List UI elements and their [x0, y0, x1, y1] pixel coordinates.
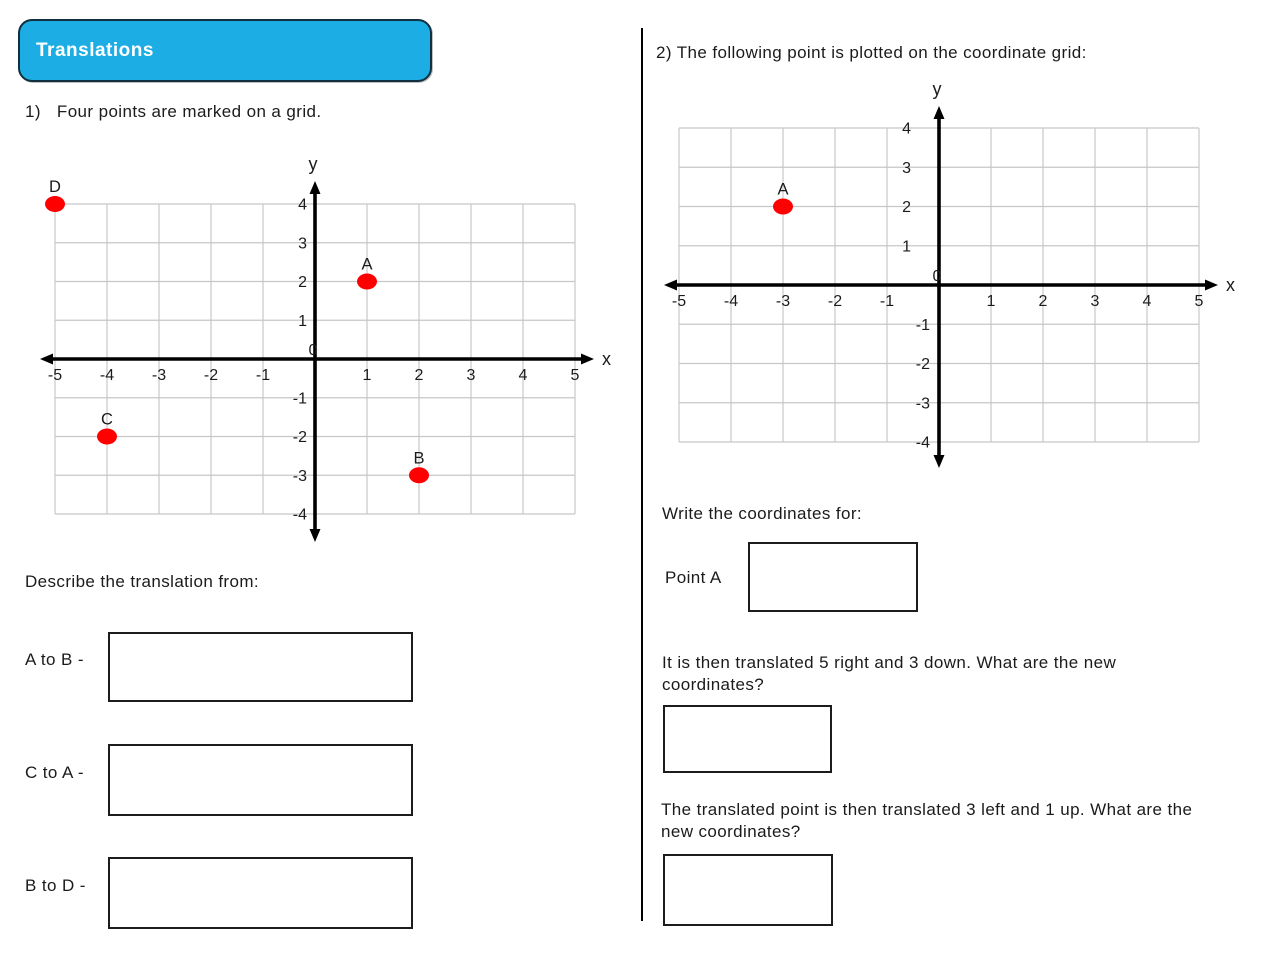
question-2b-text: [662, 652, 1116, 696]
svg-text:-1: -1: [292, 390, 307, 408]
svg-text:-2: -2: [292, 429, 307, 446]
svg-text:4: 4: [298, 196, 307, 214]
svg-text:3: 3: [902, 159, 911, 177]
question-1: [25, 101, 321, 123]
question-2c-line-1: The translated point is then translated 3 left and 1 up. What are the: [661, 800, 1193, 819]
svg-text:4: 4: [902, 120, 911, 138]
svg-text:-3: -3: [151, 367, 167, 384]
svg-text:x: x: [1226, 275, 1235, 295]
answer-box-a-to-b[interactable]: [108, 632, 413, 702]
svg-text:1: 1: [902, 238, 911, 256]
svg-text:-4: -4: [915, 434, 930, 452]
svg-text:3: 3: [1090, 293, 1100, 310]
answer-box-c-to-a[interactable]: [108, 744, 413, 816]
answer-label-b-to-d: B to D -: [25, 876, 86, 895]
svg-text:-4: -4: [99, 367, 115, 384]
svg-text:1: 1: [362, 367, 372, 384]
svg-text:2: 2: [902, 199, 911, 216]
svg-text:0: 0: [308, 342, 318, 359]
svg-text:A: A: [777, 180, 789, 199]
column-divider: [641, 28, 643, 921]
answer-box-b-to-d[interactable]: [108, 857, 413, 929]
svg-text:-3: -3: [915, 395, 930, 413]
plotted-point-b: [409, 467, 429, 483]
svg-text:5: 5: [1194, 293, 1204, 310]
svg-text:2: 2: [1038, 293, 1048, 310]
page-title: Translations: [36, 39, 154, 61]
answer-box-translation-1[interactable]: [663, 705, 832, 773]
svg-text:-4: -4: [292, 506, 307, 524]
svg-text:2: 2: [298, 274, 307, 291]
plotted-point-a: [773, 199, 793, 215]
svg-text:-3: -3: [775, 293, 791, 310]
question-1-text: Four points are marked on a grid.: [56, 102, 322, 121]
svg-text:B: B: [413, 449, 425, 468]
answer-label-a-to-b: A to B -: [25, 650, 84, 669]
answer-label-c-to-a: C to A -: [25, 763, 84, 782]
plotted-point-a: [357, 274, 377, 290]
svg-text:0: 0: [932, 268, 942, 285]
svg-text:y: y: [932, 82, 942, 99]
svg-text:4: 4: [518, 367, 528, 384]
svg-text:-5: -5: [47, 367, 63, 384]
svg-text:-2: -2: [203, 367, 219, 384]
plotted-point-d: [45, 196, 65, 212]
question-2c-line-2: new coordinates?: [661, 822, 801, 841]
svg-text:-4: -4: [723, 293, 739, 310]
svg-text:-1: -1: [915, 316, 930, 334]
svg-text:-5: -5: [671, 293, 687, 310]
svg-text:4: 4: [1142, 293, 1152, 310]
svg-text:A: A: [361, 255, 373, 274]
svg-text:x: x: [602, 349, 611, 369]
answer-box-translation-2[interactable]: [663, 854, 833, 926]
answer-box-point-a[interactable]: [748, 542, 918, 612]
svg-text:-2: -2: [827, 293, 843, 310]
svg-text:3: 3: [466, 367, 476, 384]
question-2c-text: [661, 799, 1192, 843]
question-2-text: 2) The following point is plotted on the coordinate grid:: [656, 43, 1087, 62]
svg-text:C: C: [101, 410, 113, 429]
write-coordinates-heading: Write the coordinates for:: [662, 504, 863, 523]
svg-text:-3: -3: [292, 467, 307, 485]
svg-text:-2: -2: [915, 356, 930, 373]
svg-text:-1: -1: [879, 293, 895, 310]
question-1-number: 1): [25, 102, 41, 121]
svg-text:-1: -1: [255, 367, 271, 384]
describe-heading: Describe the translation from:: [25, 572, 260, 591]
point-a-label: Point A: [665, 568, 722, 587]
svg-text:1: 1: [298, 312, 307, 330]
svg-text:5: 5: [570, 367, 580, 384]
coordinate-grid-1: [35, 150, 620, 552]
svg-text:D: D: [49, 178, 61, 196]
svg-text:2: 2: [414, 367, 424, 384]
svg-text:3: 3: [298, 235, 307, 253]
svg-text:y: y: [308, 154, 318, 174]
svg-text:1: 1: [986, 293, 996, 310]
coordinate-grid-2: [650, 82, 1240, 475]
plotted-point-c: [97, 429, 117, 445]
title-banner: [18, 19, 432, 82]
question-2b-line-1: It is then translated 5 right and 3 down. What are the new: [662, 653, 1117, 672]
question-2b-line-2: coordinates?: [662, 675, 765, 694]
